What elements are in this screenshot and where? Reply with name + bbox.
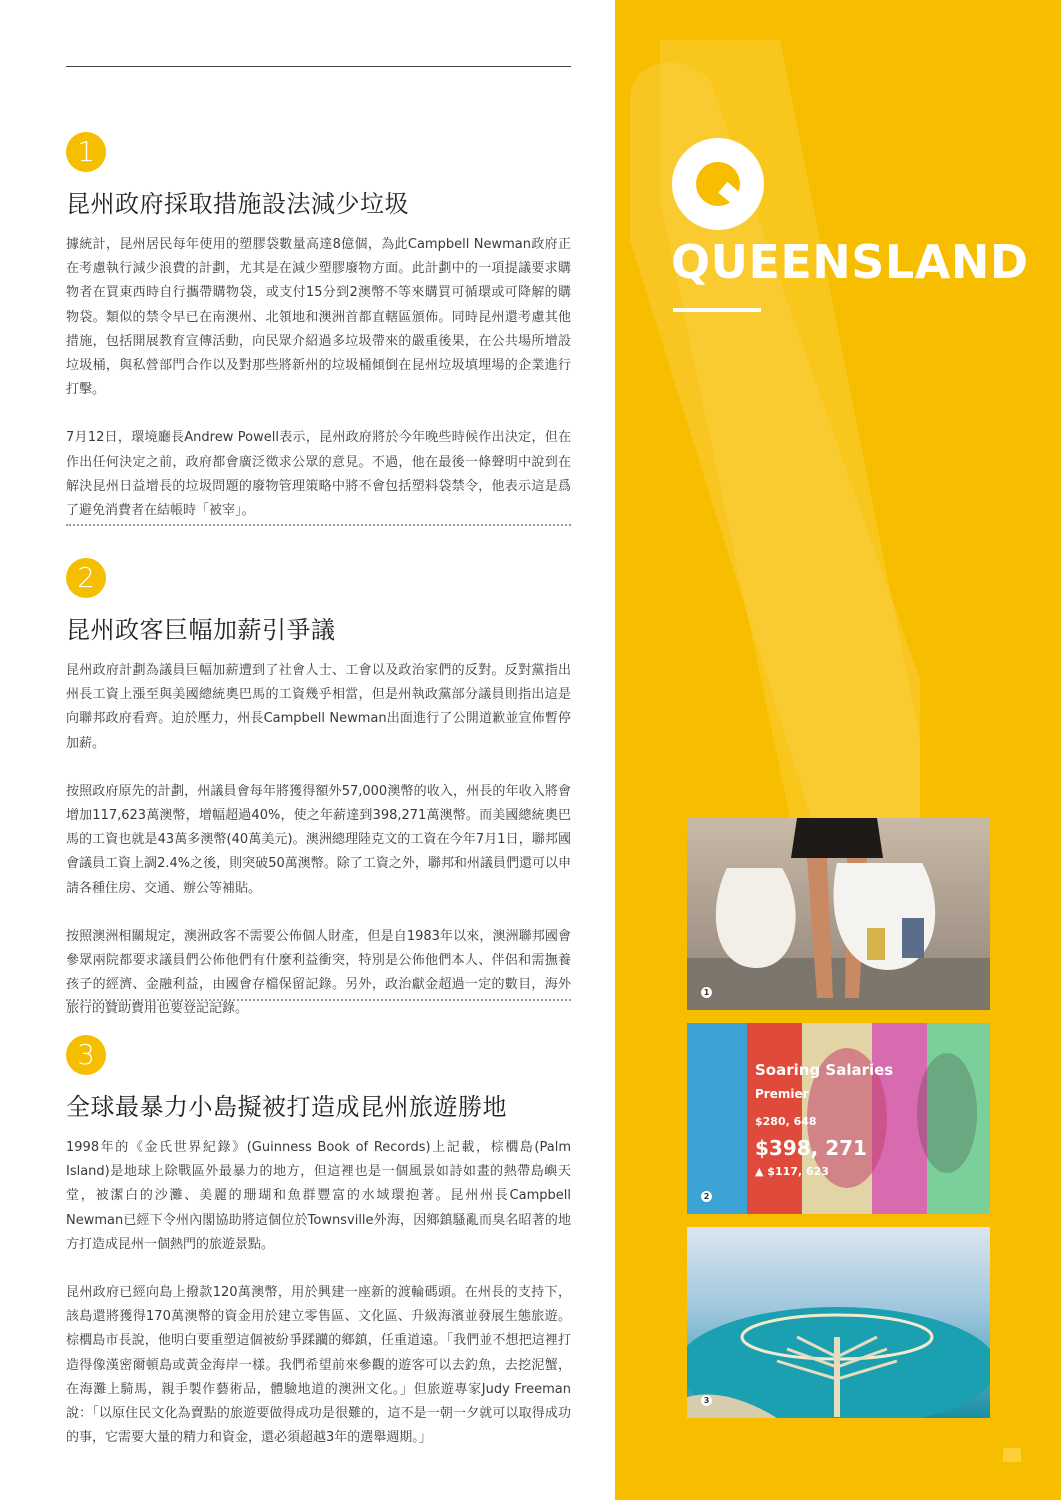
salary-card-subtitle: Premier (755, 1087, 809, 1101)
article-number-badge: 3 (66, 1035, 106, 1075)
article-number-badge: 1 (66, 132, 106, 172)
photo-number-badge: 1 (701, 987, 712, 998)
article-title: 全球最暴力小島擬被打造成昆州旅遊勝地 (66, 1093, 507, 1121)
article-3 (66, 1035, 571, 1474)
article-paragraph: 按照澳洲相關規定，澳洲政客不需要公佈個人財產，但是自1983年以來，澳洲聯邦國會參眾兩院都要求議員們公佈他們有什麼利益衝突，特別是公佈他們本人、伴侶和需撫養孩子的經濟、金融利益，由國會存檔保留記錄。另外，政治獻金超過一定的數目，海外旅行的贊助費用也要登記記錄。 (66, 928, 571, 1017)
article-paragraph: 7月12日，環境廳長Andrew Powell表示，昆州政府將於今年晚些時候作出決定，但在作出任何決定之前，政府都會廣泛徵求公眾的意見。不過，他在最後一條聲明中說到在解決昆州日益增長的垃圾問題的廢物管理策略中將不會包括塑料袋禁令，他表示這是爲了避免消費者在結帳時「被宰」。 (66, 430, 571, 519)
salary-increase: ▲ $117, 623 (755, 1165, 829, 1178)
article-title: 昆州政客巨幅加薪引爭議 (66, 616, 336, 644)
top-rule (66, 66, 571, 67)
article-title: 昆州政府採取措施設法減少垃圾 (66, 190, 409, 218)
banknotes-illustration (687, 1023, 990, 1214)
palm-island-photo (687, 1227, 990, 1418)
palm-island-illustration (687, 1227, 990, 1418)
article-paragraph: 按照政府原先的計劃，州議員會每年將獲得額外57,000澳幣的收入，州長的年收入將會增加117,623萬澳幣，增幅超過40%，使之年薪達到398,271萬澳幣。而美國總統奧巴馬的工資也就是43萬多澳幣(40萬美元)。澳洲總理陸克文的工資在今年7月1日，聯邦國會議員工資上調2.4%之後，則突破50萬澳幣。除了工資之外，聯邦和州議員們還可以申請各種住房、交通、辦公等補貼。 (66, 783, 571, 896)
article-1 (66, 132, 571, 547)
article-paragraph: 昆州政府計劃為議員巨幅加薪遭到了社會人士、工會以及政治家們的反對。反對黨指出州長工資上漲至與美國總統奧巴馬的工資幾乎相當，但是州執政黨部分議員則指出這是向聯邦政府看齊。迫於壓力，州長Campbell Newman出面進行了公開道歉並宣佈暫停加薪。 (66, 663, 571, 751)
page-marker (1003, 1448, 1021, 1462)
shopping-bags-illustration (687, 818, 990, 1010)
queensland-q-logo (672, 138, 764, 230)
salary-new-value: $398, 271 (755, 1136, 867, 1160)
photo-number-badge: 2 (701, 1191, 712, 1202)
photo-number-badge: 3 (701, 1395, 712, 1406)
salaries-photo (687, 1023, 990, 1214)
section-divider (66, 524, 571, 526)
article-paragraph: 昆州政府已經向島上撥款120萬澳幣，用於興建一座新的渡輪碼頭。在州長的支持下，該島還將獲得170萬澳幣的資金用於建立零售區、文化區、升級海濱並發展生態旅遊。棕櫚島市長說，他明白要重塑這個被紛爭蹂躪的鄉鎮，任重道遠。「我們並不想把這裡打造得像漢密爾頓島或黃金海岸一樣。我們希望前來參觀的遊客可以去釣魚，去挖泥蟹，在海灘上騎馬，親手製作藝術品，體驗地道的澳洲文化。」但旅遊專家Judy Freeman說：「以原住民文化為賣點的旅遊要做得成功是很難的，這不是一朝一夕就可以取得成功的事，它需要大量的精力和資金，還必須超越3年的選舉週期。」 (66, 1285, 571, 1446)
title-underline (673, 308, 761, 312)
section-divider (66, 999, 571, 1001)
salary-old-value: $280, 648 (755, 1115, 817, 1128)
article-paragraph: 據統計，昆州居民每年使用的塑膠袋數量高達8億個，為此Campbell Newman政府正在考慮執行減少浪費的計劃，尤其是在減少塑膠廢物方面。此計劃中的一項提議要求購物者在買東西時自行攜帶購物袋，或支付15分到2澳幣不等來購買可循環或可降解的購物袋。類似的禁令早已在南澳州、北領地和澳洲首都直轄區頒佈。同時昆州還考慮其他措施，包括開展教育宣傳活動，向民眾介紹過多垃圾帶來的嚴重後果，在公共場所增設垃圾桶，與私營部門合作以及對那些將新州的垃圾桶傾倒在昆州垃圾填埋場的企業進行打擊。 (66, 237, 571, 398)
article-2 (66, 558, 571, 1046)
shopping-bags-photo (687, 818, 990, 1010)
sidebar-panel (615, 0, 1061, 1500)
region-title: QUEENSLAND (671, 235, 1029, 289)
salary-card-title: Soaring Salaries (755, 1061, 894, 1079)
article-number-badge: 2 (66, 558, 106, 598)
article-paragraph: 1998年的《金氏世界紀錄》(Guinness Book of Records)上記載，棕櫚島(Palm Island)是地球上除戰區外最暴力的地方，但這裡也是一個風景如詩如畫的熱帶島嶼天堂，被潔白的沙灘、美麗的珊瑚和魚群豐富的水域環抱著。昆州州長Campbell Newman已經下令州內閣協助將這個位於Townsville外海，因鄉鎮騷亂而臭名昭著的地方打造成昆州一個熱門的旅遊景點。 (66, 1140, 571, 1252)
